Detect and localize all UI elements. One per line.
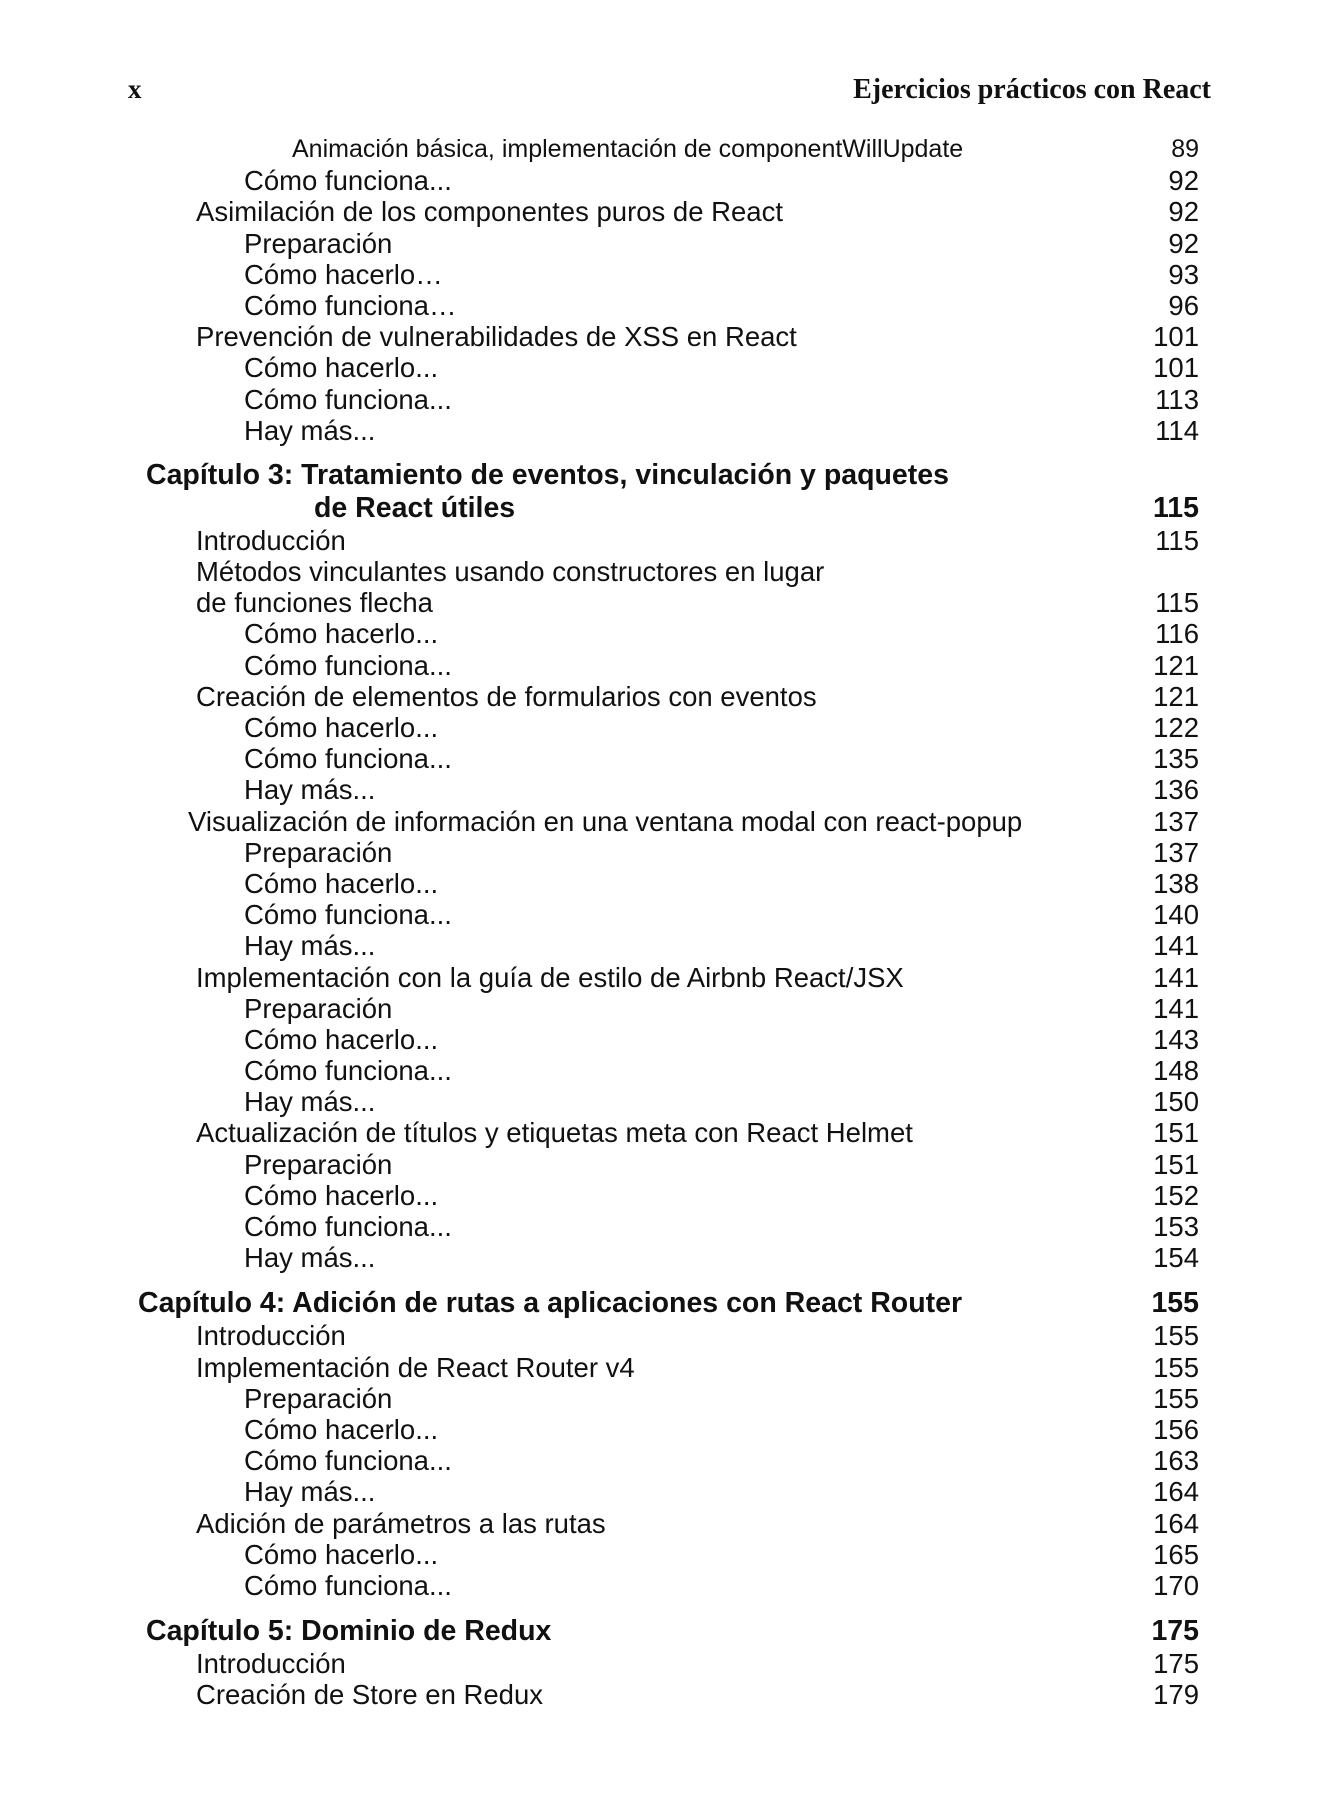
toc-entry-title: Asimilación de los componentes puros de React bbox=[196, 196, 783, 228]
toc-entry bbox=[0, 415, 1339, 446]
toc-entry-page: 175 bbox=[1151, 1615, 1199, 1648]
toc-entry-page: 150 bbox=[1153, 1086, 1199, 1118]
toc-entry bbox=[0, 1117, 1339, 1148]
toc-entry-page: 164 bbox=[1153, 1507, 1199, 1539]
toc-entry-title: Hay más... bbox=[244, 1242, 376, 1274]
toc-entry-page: 164 bbox=[1153, 1476, 1199, 1508]
toc-entry-page: 153 bbox=[1153, 1211, 1199, 1242]
toc-entry-title: Implementación de React Router v4 bbox=[196, 1351, 635, 1383]
toc-entry bbox=[0, 556, 1339, 587]
toc-entry-title: Visualización de información en una ventana modal con react-popup bbox=[188, 805, 1023, 837]
toc-entry-page: 92 bbox=[1168, 165, 1199, 197]
toc-entry-page: 140 bbox=[1153, 899, 1199, 931]
toc-entry bbox=[0, 1570, 1339, 1601]
page-number: x bbox=[128, 74, 142, 104]
toc-entry-title: Cómo hacerlo… bbox=[244, 258, 443, 290]
toc-entry-page: 141 bbox=[1153, 930, 1199, 962]
toc-entry-page: 155 bbox=[1151, 1287, 1199, 1320]
toc-entry bbox=[0, 321, 1339, 352]
toc-entry bbox=[0, 1211, 1339, 1242]
toc-entry-page: 148 bbox=[1153, 1055, 1199, 1087]
toc-entry-title: Cómo funciona... bbox=[244, 743, 452, 775]
toc-entry-page: 156 bbox=[1153, 1413, 1199, 1445]
toc-entry-page: 115 bbox=[1155, 524, 1199, 556]
table-of-contents bbox=[0, 134, 1339, 1710]
toc-entry-page: 179 bbox=[1153, 1679, 1199, 1711]
toc-entry-page: 155 bbox=[1153, 1351, 1199, 1383]
toc-entry-title: Capítulo 4: Adición de rutas a aplicaciones con React Router bbox=[138, 1287, 963, 1320]
toc-entry-title: Cómo funciona… bbox=[244, 289, 457, 321]
toc-entry bbox=[0, 1320, 1339, 1351]
toc-entry-title: de React útiles bbox=[314, 491, 516, 524]
toc-entry-title: Cómo funciona... bbox=[244, 649, 452, 681]
toc-entry bbox=[0, 228, 1339, 259]
toc-entry-title: Hay más... bbox=[244, 774, 376, 806]
toc-entry-title: Introducción bbox=[196, 524, 346, 556]
toc-entry-title: Cómo funciona... bbox=[244, 1211, 452, 1242]
toc-entry bbox=[0, 352, 1339, 383]
toc-entry bbox=[0, 290, 1339, 321]
toc-entry-page: 116 bbox=[1155, 618, 1199, 650]
toc-entry bbox=[0, 134, 1339, 165]
toc-entry bbox=[0, 806, 1339, 837]
toc-entry-title: Preparación bbox=[244, 1382, 393, 1414]
toc-entry bbox=[0, 384, 1339, 415]
toc-entry-title: Cómo funciona... bbox=[244, 1569, 452, 1601]
toc-entry bbox=[0, 525, 1339, 556]
toc-entry bbox=[0, 712, 1339, 743]
toc-entry bbox=[0, 1024, 1339, 1055]
toc-entry bbox=[0, 930, 1339, 961]
toc-entry-title: Métodos vinculantes usando constructores en lugar bbox=[196, 556, 825, 588]
toc-entry bbox=[0, 259, 1339, 290]
toc-entry-page: 137 bbox=[1153, 836, 1199, 868]
toc-entry-title: Capítulo 3: Tratamiento de eventos, vinculación y paquetes bbox=[146, 458, 949, 491]
toc-entry-page: 122 bbox=[1153, 712, 1199, 743]
toc-entry-title: Cómo hacerlo... bbox=[244, 1179, 439, 1211]
toc-entry-title: Cómo hacerlo... bbox=[244, 618, 439, 650]
toc-entry bbox=[0, 868, 1339, 899]
toc-entry-page: 151 bbox=[1153, 1117, 1199, 1149]
toc-chapter-entry bbox=[0, 1615, 1339, 1648]
toc-entry-title: Introducción bbox=[196, 1648, 346, 1680]
toc-entry bbox=[0, 1648, 1339, 1679]
toc-entry-title: Preparación bbox=[244, 992, 393, 1024]
toc-entry bbox=[0, 1539, 1339, 1570]
toc-entry bbox=[0, 1086, 1339, 1117]
toc-entry-title: Cómo hacerlo... bbox=[244, 352, 439, 384]
toc-entry-page: 152 bbox=[1153, 1179, 1199, 1211]
toc-entry-title: Cómo funciona... bbox=[244, 899, 452, 931]
toc-entry-title: Cómo hacerlo... bbox=[244, 1413, 439, 1445]
toc-entry-page: 101 bbox=[1153, 321, 1199, 353]
toc-entry-page: 101 bbox=[1153, 352, 1199, 384]
toc-entry bbox=[0, 1476, 1339, 1507]
toc-entry-page: 135 bbox=[1153, 743, 1199, 775]
toc-entry bbox=[0, 993, 1339, 1024]
toc-entry-title: Preparación bbox=[244, 1148, 393, 1180]
toc-entry-title: Actualización de títulos y etiquetas meta con React Helmet bbox=[196, 1117, 913, 1149]
toc-entry bbox=[0, 1055, 1339, 1086]
toc-entry bbox=[0, 962, 1339, 993]
toc-entry bbox=[0, 196, 1339, 227]
toc-entry-page: 155 bbox=[1153, 1382, 1199, 1414]
toc-entry-title: Cómo hacerlo... bbox=[244, 1538, 439, 1570]
toc-entry bbox=[0, 774, 1339, 805]
toc-entry-page: 136 bbox=[1153, 774, 1199, 806]
toc-entry-page: 137 bbox=[1153, 805, 1199, 837]
toc-entry-title: Implementación con la guía de estilo de Airbnb React/JSX bbox=[196, 961, 904, 993]
toc-entry-page: 138 bbox=[1153, 867, 1199, 899]
toc-entry-page: 115 bbox=[1153, 491, 1199, 524]
toc-chapter-entry bbox=[0, 459, 1339, 492]
toc-entry-page: 93 bbox=[1168, 258, 1199, 290]
toc-entry-title: Cómo funciona... bbox=[244, 1055, 452, 1087]
toc-entry-page: 115 bbox=[1155, 587, 1199, 619]
toc-entry-title: de funciones flecha bbox=[196, 587, 433, 619]
toc-entry-page: 114 bbox=[1155, 414, 1199, 446]
toc-entry-title: Creación de elementos de formularios con eventos bbox=[196, 680, 817, 712]
toc-entry bbox=[0, 165, 1339, 196]
toc-entry bbox=[0, 743, 1339, 774]
toc-entry bbox=[0, 618, 1339, 649]
toc-entry-title: Hay más... bbox=[244, 1086, 376, 1118]
toc-entry-title: Capítulo 5: Dominio de Redux bbox=[146, 1615, 552, 1648]
toc-entry bbox=[0, 1242, 1339, 1273]
toc-entry-title: Animación básica, implementación de componentWillUpdate bbox=[292, 135, 964, 163]
toc-entry-title: Cómo hacerlo... bbox=[244, 1023, 439, 1055]
toc-entry bbox=[0, 1414, 1339, 1445]
toc-entry bbox=[0, 1352, 1339, 1383]
toc-entry-title: Hay más... bbox=[244, 1476, 376, 1508]
toc-entry bbox=[0, 681, 1339, 712]
toc-entry bbox=[0, 650, 1339, 681]
toc-entry-page: 141 bbox=[1153, 992, 1199, 1024]
toc-entry bbox=[0, 899, 1339, 930]
toc-entry-title: Cómo hacerlo... bbox=[244, 867, 439, 899]
toc-entry-page: 96 bbox=[1168, 289, 1199, 321]
toc-entry-page: 113 bbox=[1155, 383, 1199, 415]
toc-entry-title: Hay más... bbox=[244, 414, 376, 446]
toc-entry-title: Prevención de vulnerabilidades de XSS en React bbox=[196, 321, 797, 353]
toc-entry bbox=[0, 1445, 1339, 1476]
toc-entry bbox=[0, 1679, 1339, 1710]
toc-entry bbox=[0, 1383, 1339, 1414]
toc-entry bbox=[0, 1149, 1339, 1180]
toc-entry-page: 92 bbox=[1168, 196, 1199, 228]
toc-entry bbox=[0, 587, 1339, 618]
toc-entry-page: 143 bbox=[1153, 1023, 1199, 1055]
toc-entry-title: Introducción bbox=[196, 1320, 346, 1352]
toc-entry-page: 121 bbox=[1153, 649, 1199, 681]
toc-entry-page: 165 bbox=[1153, 1538, 1199, 1570]
toc-entry-title: Preparación bbox=[244, 227, 393, 259]
toc-entry-page: 155 bbox=[1153, 1320, 1199, 1352]
toc-entry-page: 175 bbox=[1153, 1648, 1199, 1680]
toc-entry-page: 89 bbox=[1171, 135, 1199, 163]
toc-chapter-entry bbox=[0, 1287, 1339, 1320]
toc-entry-title: Creación de Store en Redux bbox=[196, 1679, 544, 1711]
toc-entry-title: Hay más... bbox=[244, 930, 376, 962]
toc-entry-page: 141 bbox=[1153, 961, 1199, 993]
toc-entry-title: Cómo funciona... bbox=[244, 1445, 452, 1477]
toc-entry bbox=[0, 1180, 1339, 1211]
toc-entry-title: Adición de parámetros a las rutas bbox=[196, 1507, 606, 1539]
toc-entry bbox=[0, 1508, 1339, 1539]
toc-entry-page: 151 bbox=[1153, 1148, 1199, 1180]
toc-entry-page: 154 bbox=[1153, 1242, 1199, 1274]
toc-entry-page: 121 bbox=[1153, 680, 1199, 712]
toc-entry-page: 170 bbox=[1153, 1569, 1199, 1601]
running-header-title: Ejercicios prácticos con React bbox=[853, 74, 1211, 105]
toc-entry-title: Cómo funciona... bbox=[244, 383, 452, 415]
toc-entry-title: Cómo hacerlo... bbox=[244, 712, 439, 743]
toc-entry-title: Preparación bbox=[244, 836, 393, 868]
toc-entry-title: Cómo funciona... bbox=[244, 165, 452, 197]
toc-entry bbox=[0, 837, 1339, 868]
toc-chapter-entry bbox=[0, 492, 1339, 525]
toc-entry-page: 163 bbox=[1153, 1445, 1199, 1477]
toc-entry-page: 92 bbox=[1168, 227, 1199, 259]
